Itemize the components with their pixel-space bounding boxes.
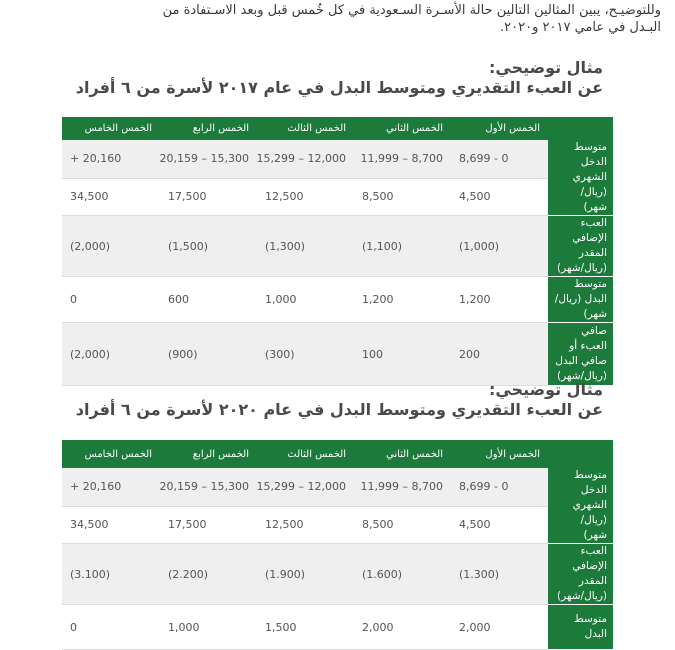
example-2017-title: [0, 58, 675, 98]
allowance-q3: 1,000: [257, 277, 354, 323]
table-2017: [62, 117, 613, 386]
example-2020: [0, 380, 675, 420]
income-q4: 17,500: [160, 178, 257, 215]
header-q4: الخمس الرابع: [160, 440, 257, 468]
income-q1: 4,500: [451, 506, 548, 543]
header-q5: الخمس الخامس: [62, 117, 160, 140]
allowance-q3: 1,500: [257, 605, 354, 650]
income-q5: 34,500: [62, 178, 160, 215]
allowance-q1: 1,200: [451, 277, 548, 323]
allowance-q2: 1,200: [354, 277, 451, 323]
header-q3: الخمس الثالث: [257, 440, 354, 468]
burden-q1: (1.300): [451, 544, 548, 605]
row-label-allowance: متوسط البدل: [548, 605, 613, 650]
header-q4: الخمس الرابع: [160, 117, 257, 140]
row-label-income: متوسط الدخل الشهري (ريال/ شهر): [548, 468, 613, 544]
range-q4: 15,300 – 20,159: [160, 468, 257, 506]
example-2020-title-text: عن العبء التقديري ومتوسط البدل في عام ٢٠٢٠ لأسرة من ٦ أفراد: [75, 400, 603, 419]
table-2020: [62, 440, 613, 650]
table-2020-header-row: [62, 440, 613, 468]
allowance-q1: 2,000: [451, 605, 548, 650]
header-q1: الخمس الأول: [451, 117, 548, 140]
net-q4: (900): [160, 323, 257, 386]
burden-q3: (1,300): [257, 216, 354, 277]
income-q3: 12,500: [257, 506, 354, 543]
table-row: [62, 216, 613, 277]
burden-q1: (1,000): [451, 216, 548, 277]
burden-q4: (2.200): [160, 544, 257, 605]
net-q3: (300): [257, 323, 354, 386]
income-q3: 12,500: [257, 178, 354, 215]
allowance-q2: 2,000: [354, 605, 451, 650]
example-2020-title-label: مثال توضيحي:: [488, 380, 603, 399]
allowance-q4: 600: [160, 277, 257, 323]
header-q2: الخمس الثاني: [354, 440, 451, 468]
allowance-q4: 1,000: [160, 605, 257, 650]
intro-line-2: البـدل في عامي ٢٠١٧ و٢٠٢٠.: [500, 20, 661, 35]
row-label-burden: العبء الإضافي المقدر (ريال/شهر): [548, 544, 613, 605]
range-q5: 20,160 +: [62, 468, 160, 506]
burden-q3: (1.900): [257, 544, 354, 605]
income-q2: 8,500: [354, 178, 451, 215]
table-row: [62, 506, 613, 543]
net-q2: 100: [354, 323, 451, 386]
burden-q5: (3.100): [62, 544, 160, 605]
table-row: [62, 605, 613, 650]
header-q5: الخمس الخامس: [62, 440, 160, 468]
header-q3: الخمس الثالث: [257, 117, 354, 140]
income-q5: 34,500: [62, 506, 160, 543]
intro-line-1: وللتوضيـح، يبين المثالين التالين حالة الأسـرة السـعودية في كل خُمس قبل وبعد الاسـتفادة من: [162, 3, 661, 18]
table-row: [62, 468, 613, 506]
burden-q5: (2,000): [62, 216, 160, 277]
header-q1: الخمس الأول: [451, 440, 548, 468]
burden-q4: (1,500): [160, 216, 257, 277]
burden-q2: (1,100): [354, 216, 451, 277]
range-q4: 15,300 – 20,159: [160, 140, 257, 178]
range-q3: 12,000 – 15,299: [257, 140, 354, 178]
table-row: [62, 323, 613, 386]
income-q1: 4,500: [451, 178, 548, 215]
intro-paragraph: [13, 2, 661, 36]
row-label-allowance: متوسط البدل (ريال/شهر): [548, 277, 613, 323]
row-label-burden: العبء الإضافي المقدر (ريال/شهر): [548, 216, 613, 277]
example-2017-title-text: عن العبء التقديري ومتوسط البدل في عام ٢٠١٧ لأسرة من ٦ أفراد: [75, 78, 603, 97]
example-2017-title-label: مثال توضيحي:: [488, 58, 603, 77]
range-q1: 0 - 8,699: [451, 468, 548, 506]
header-corner: [548, 440, 613, 468]
range-q2: 8,700 – 11,999: [354, 468, 451, 506]
table-row: [62, 277, 613, 323]
range-q5: 20,160 +: [62, 140, 160, 178]
row-label-income: متوسط الدخل الشهري (ريال/ شهر): [548, 140, 613, 216]
table-row: [62, 544, 613, 605]
allowance-q5: 0: [62, 277, 160, 323]
income-q2: 8,500: [354, 506, 451, 543]
range-q2: 8,700 – 11,999: [354, 140, 451, 178]
burden-q2: (1.600): [354, 544, 451, 605]
range-q3: 12,000 – 15,299: [257, 468, 354, 506]
allowance-q5: 0: [62, 605, 160, 650]
net-q1: 200: [451, 323, 548, 386]
range-q1: 0 - 8,699: [451, 140, 548, 178]
net-q5: (2,000): [62, 323, 160, 386]
header-corner: [548, 117, 613, 140]
example-2017: [0, 58, 675, 98]
table-row: [62, 178, 613, 215]
header-q2: الخمس الثاني: [354, 117, 451, 140]
row-label-net: صافي العبء أو صافي البدل (ريال/شهر): [548, 323, 613, 386]
table-2017-header-row: [62, 117, 613, 140]
income-q4: 17,500: [160, 506, 257, 543]
table-row: [62, 140, 613, 178]
example-2020-title: [0, 380, 675, 420]
